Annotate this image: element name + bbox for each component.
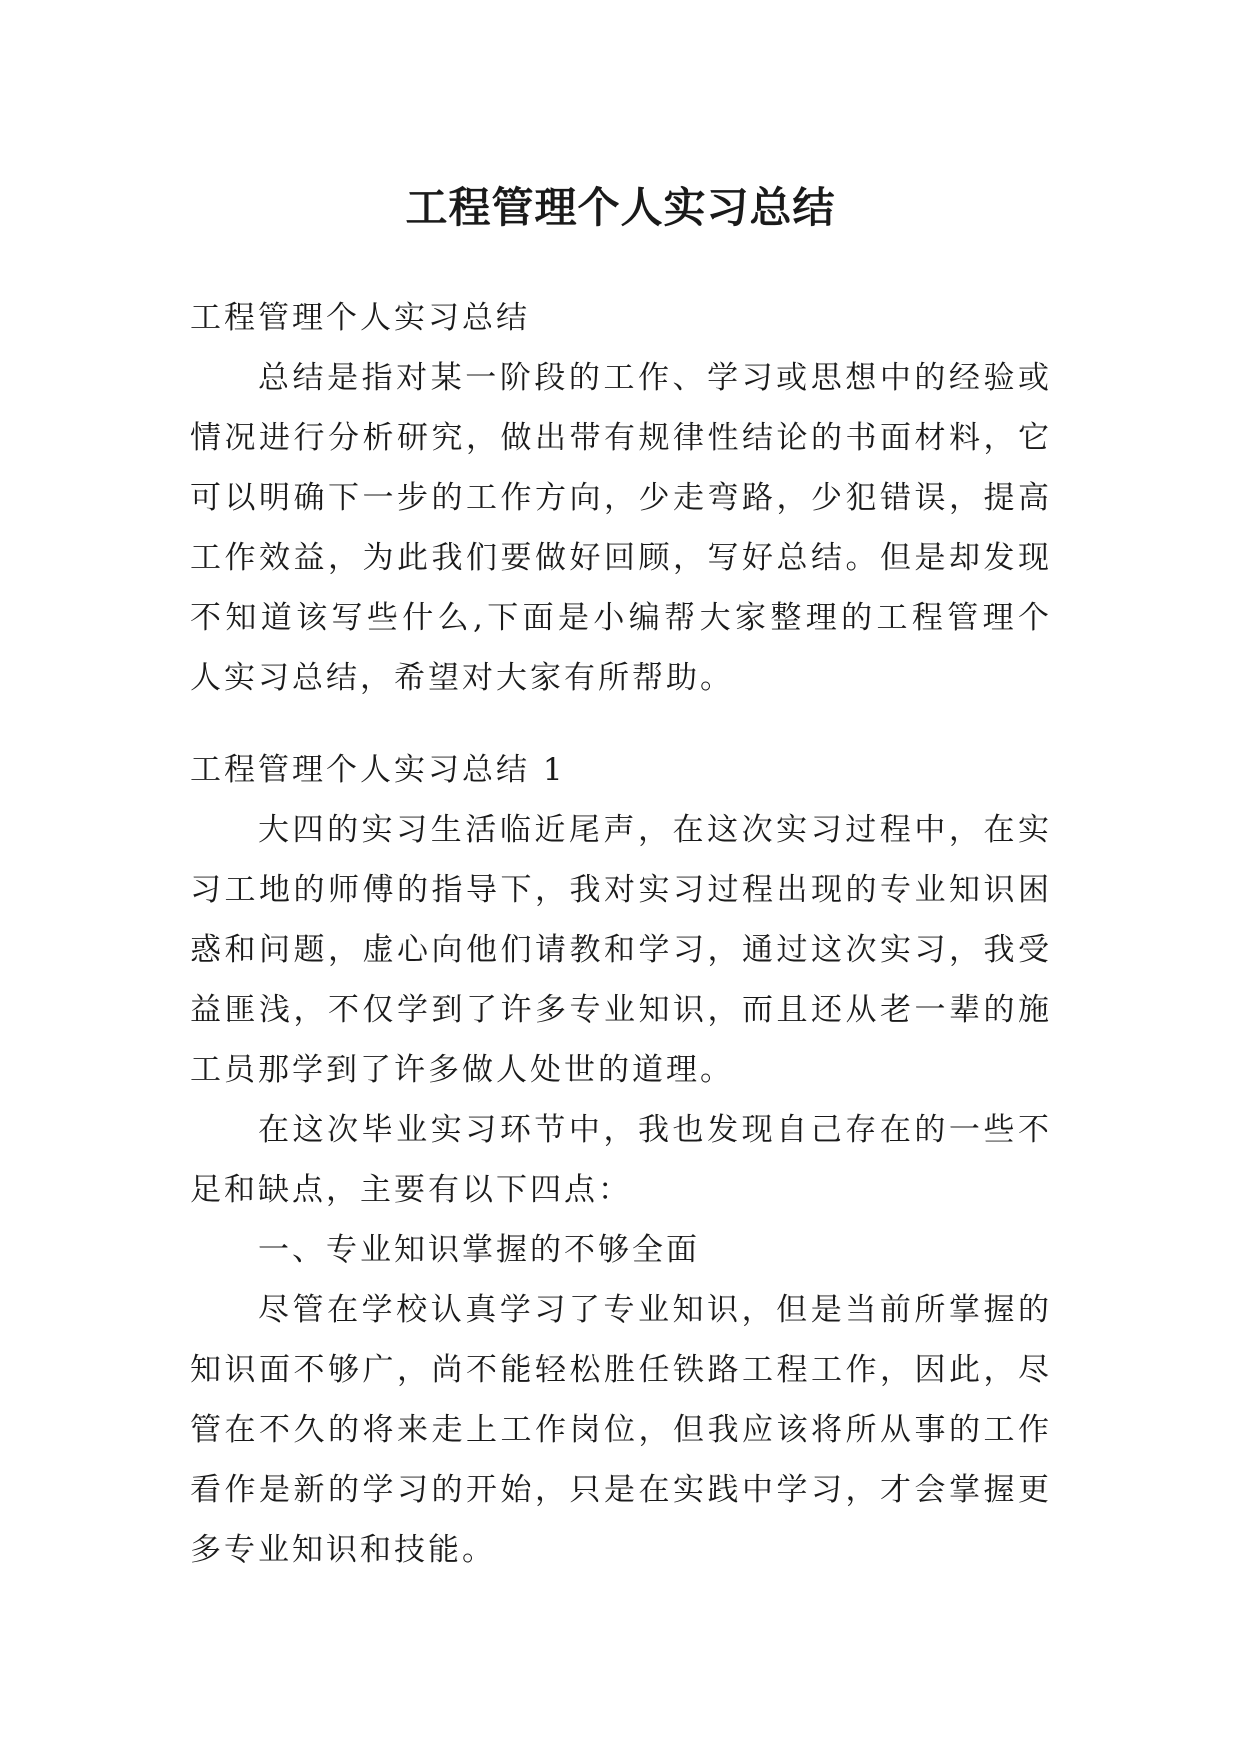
part1-paragraph: 在这次毕业实习环节中，我也发现自己存在的一些不足和缺点，主要有以下四点： <box>190 1112 1052 1208</box>
part1-subheading: 一、专业知识掌握的不够全面 <box>258 1232 700 1268</box>
document-title: 工程管理个人实习总结 <box>405 183 836 233</box>
intro-paragraph: 总结是指对某一阶段的工作、学习或思想中的经验或情况进行分析研究，做出带有规律性结论的书面材料，它可以明确下一步的工作方向，少走弯路，少犯错误，提高工作效益，为此我们要做好回顾，写好总结。但是却发现不知道该写些什么,下面是小编帮大家整理的工程管理个人实习总结，希望对大家有所帮助。 <box>190 360 1052 696</box>
intro-heading: 工程管理个人实习总结 <box>190 300 530 336</box>
part1-heading: 工程管理个人实习总结 1 <box>190 752 566 788</box>
part1-section <box>190 740 1052 1580</box>
part1-paragraph: 大四的实习生活临近尾声，在这次实习过程中，在实习工地的师傅的指导下，我对实习过程出现的专业知识困惑和问题，虚心向他们请教和学习，通过这次实习，我受益匪浅，不仅学到了许多专业知识，而且还从老一辈的施工员那学到了许多做人处世的道理。 <box>190 812 1052 1088</box>
part1-paragraph: 尽管在学校认真学习了专业知识，但是当前所掌握的知识面不够广，尚不能轻松胜任铁路工程工作，因此，尽管在不久的将来走上工作岗位，但我应该将所从事的工作看作是新的学习的开始，只是在实践中学习，才会掌握更多专业知识和技能。 <box>190 1292 1052 1568</box>
intro-section <box>190 288 1052 708</box>
